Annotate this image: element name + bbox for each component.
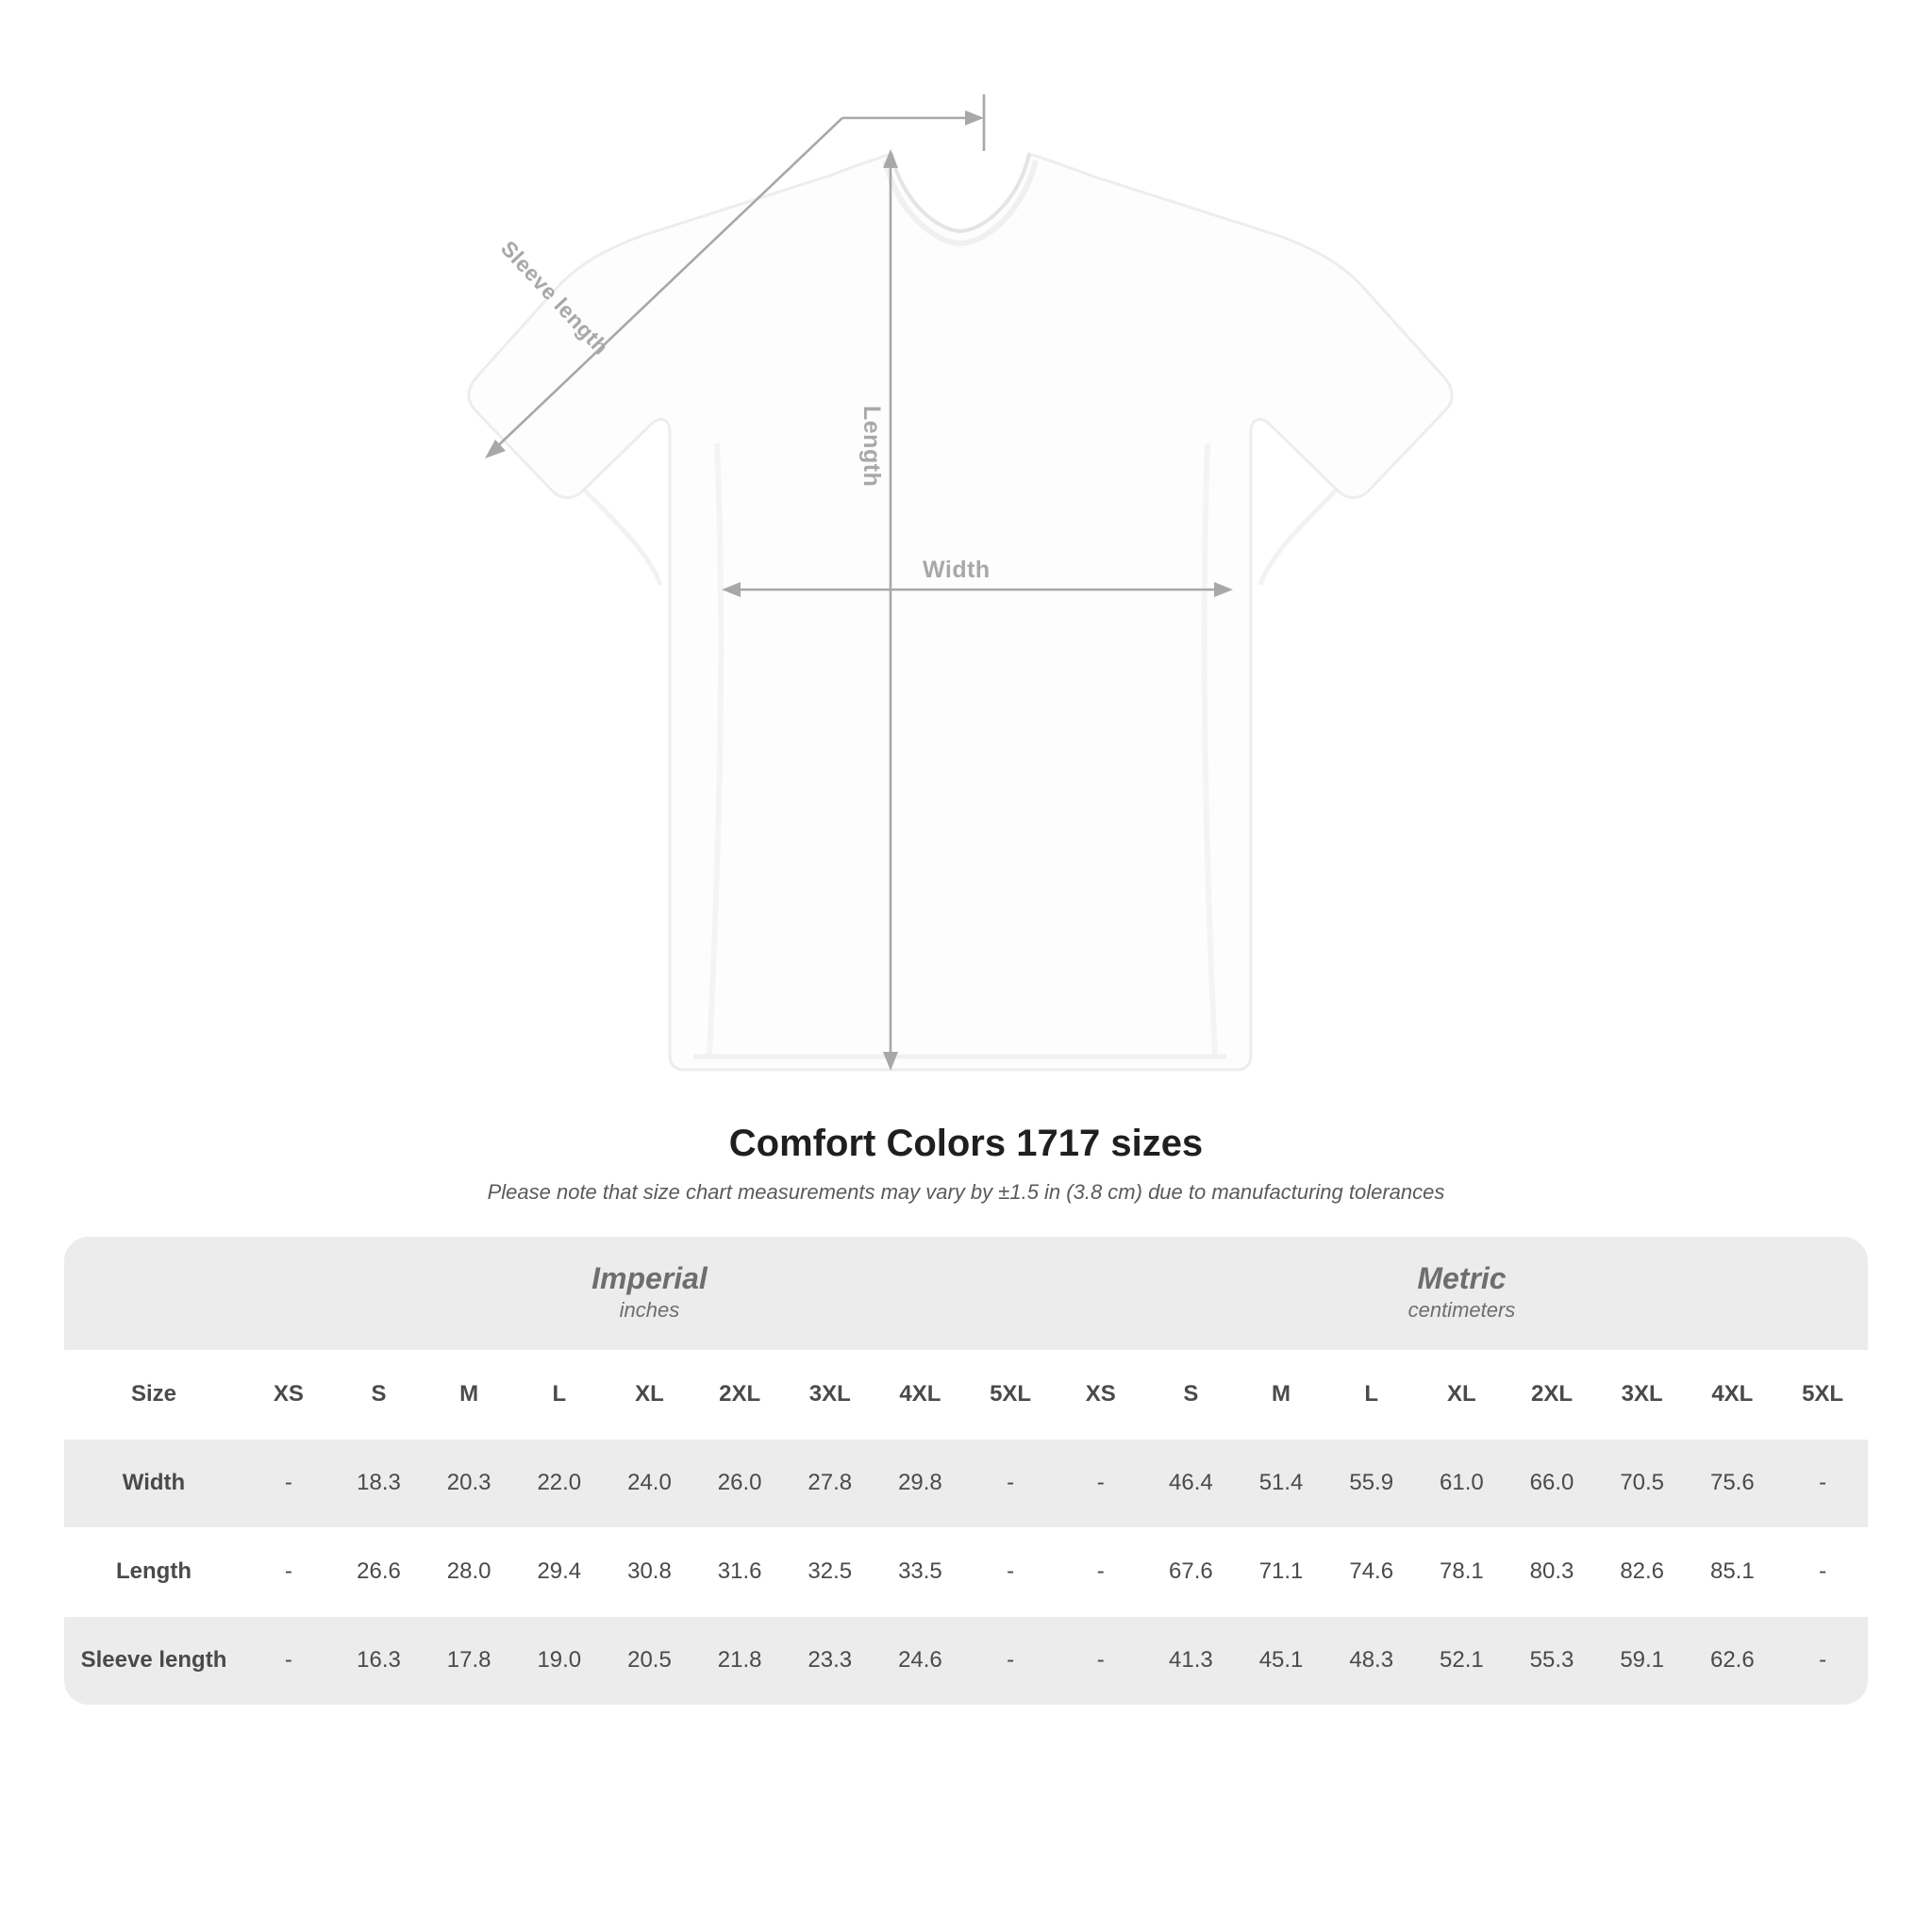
cell-length-imperial-l: 29.4 (514, 1527, 605, 1616)
unit-row-corner (64, 1237, 243, 1350)
table-row (64, 1439, 1868, 1527)
size-header-metric-m: M (1236, 1350, 1326, 1439)
size-label-cell: Size (64, 1350, 243, 1439)
cell-width-metric-2xl: 66.0 (1507, 1439, 1597, 1527)
unit-name: Imperial (591, 1261, 708, 1296)
size-header-metric-5xl: 5XL (1777, 1350, 1868, 1439)
cell-length-metric-5xl: - (1777, 1527, 1868, 1616)
cell-length-imperial-m: 28.0 (424, 1527, 514, 1616)
cell-sleeve-length-metric-xl: 52.1 (1417, 1616, 1507, 1705)
cell-sleeve-length-imperial-5xl: - (965, 1616, 1056, 1705)
size-header-row (64, 1350, 1868, 1439)
cell-length-imperial-4xl: 33.5 (875, 1527, 966, 1616)
cell-length-metric-2xl: 80.3 (1507, 1527, 1597, 1616)
cell-length-metric-4xl: 85.1 (1688, 1527, 1778, 1616)
cell-sleeve-length-imperial-xl: 20.5 (605, 1616, 695, 1705)
cell-width-imperial-xs: - (243, 1439, 334, 1527)
size-header-imperial-l: L (514, 1350, 605, 1439)
cell-sleeve-length-metric-s: 41.3 (1146, 1616, 1237, 1705)
cell-length-metric-3xl: 82.6 (1597, 1527, 1688, 1616)
size-header-metric-l: L (1326, 1350, 1417, 1439)
cell-width-imperial-l: 22.0 (514, 1439, 605, 1527)
size-header-imperial-s: S (334, 1350, 425, 1439)
row-label-sleeve-length: Sleeve length (64, 1616, 243, 1705)
title-block (0, 1123, 1932, 1205)
cell-width-imperial-s: 18.3 (334, 1439, 425, 1527)
size-header-imperial-xl: XL (605, 1350, 695, 1439)
size-header-metric-3xl: 3XL (1597, 1350, 1688, 1439)
size-header-imperial-2xl: 2XL (694, 1350, 785, 1439)
label-length: Length (858, 406, 885, 488)
cell-length-metric-s: 67.6 (1146, 1527, 1237, 1616)
cell-width-imperial-3xl: 27.8 (785, 1439, 875, 1527)
cell-sleeve-length-metric-2xl: 55.3 (1507, 1616, 1597, 1705)
cell-sleeve-length-metric-m: 45.1 (1236, 1616, 1326, 1705)
size-header-imperial-5xl: 5XL (965, 1350, 1056, 1439)
cell-width-metric-m: 51.4 (1236, 1439, 1326, 1527)
tshirt-shape (469, 154, 1452, 1070)
cell-width-imperial-m: 20.3 (424, 1439, 514, 1527)
cell-width-metric-4xl: 75.6 (1688, 1439, 1778, 1527)
size-header-metric-s: S (1146, 1350, 1237, 1439)
cell-sleeve-length-metric-l: 48.3 (1326, 1616, 1417, 1705)
cell-width-metric-3xl: 70.5 (1597, 1439, 1688, 1527)
size-header-imperial-4xl: 4XL (875, 1350, 966, 1439)
cell-sleeve-length-imperial-s: 16.3 (334, 1616, 425, 1705)
cell-sleeve-length-imperial-4xl: 24.6 (875, 1616, 966, 1705)
cell-width-metric-5xl: - (1777, 1439, 1868, 1527)
tolerance-note: Please note that size chart measurements may vary by ±1.5 in (3.8 cm) due to manufacturing tolerances (487, 1180, 1445, 1204)
unit-header-row (64, 1237, 1868, 1350)
row-label-width: Width (64, 1439, 243, 1527)
unit-subtitle: inches (619, 1298, 680, 1322)
size-table-wrapper (64, 1237, 1868, 1705)
cell-sleeve-length-imperial-xs: - (243, 1616, 334, 1705)
cell-sleeve-length-imperial-2xl: 21.8 (694, 1616, 785, 1705)
cell-sleeve-length-metric-5xl: - (1777, 1616, 1868, 1705)
cell-length-metric-xl: 78.1 (1417, 1527, 1507, 1616)
cell-sleeve-length-imperial-l: 19.0 (514, 1616, 605, 1705)
size-header-metric-xs: XS (1056, 1350, 1146, 1439)
size-header-imperial-xs: XS (243, 1350, 334, 1439)
page-title: Comfort Colors 1717 sizes (728, 1123, 1204, 1164)
cell-sleeve-length-metric-xs: - (1056, 1616, 1146, 1705)
cell-length-imperial-xs: - (243, 1527, 334, 1616)
unit-name: Metric (1417, 1261, 1507, 1296)
size-header-metric-xl: XL (1417, 1350, 1507, 1439)
label-width: Width (923, 557, 991, 583)
cell-length-metric-xs: - (1056, 1527, 1146, 1616)
size-header-imperial-3xl: 3XL (785, 1350, 875, 1439)
cell-sleeve-length-imperial-3xl: 23.3 (785, 1616, 875, 1705)
cell-length-imperial-2xl: 31.6 (694, 1527, 785, 1616)
table-row (64, 1527, 1868, 1616)
cell-length-imperial-5xl: - (965, 1527, 1056, 1616)
size-header-metric-2xl: 2XL (1507, 1350, 1597, 1439)
size-header-metric-4xl: 4XL (1688, 1350, 1778, 1439)
cell-width-metric-s: 46.4 (1146, 1439, 1237, 1527)
cell-length-imperial-xl: 30.8 (605, 1527, 695, 1616)
unit-subtitle: centimeters (1407, 1298, 1516, 1322)
cell-width-metric-l: 55.9 (1326, 1439, 1417, 1527)
cell-width-imperial-2xl: 26.0 (694, 1439, 785, 1527)
size-header-imperial-m: M (424, 1350, 514, 1439)
cell-sleeve-length-metric-4xl: 62.6 (1688, 1616, 1778, 1705)
cell-width-metric-xl: 61.0 (1417, 1439, 1507, 1527)
cell-width-imperial-xl: 24.0 (605, 1439, 695, 1527)
row-label-length: Length (64, 1527, 243, 1616)
unit-header-metric (1056, 1237, 1868, 1350)
cell-length-metric-m: 71.1 (1236, 1527, 1326, 1616)
cell-width-imperial-4xl: 29.8 (875, 1439, 966, 1527)
cell-sleeve-length-metric-3xl: 59.1 (1597, 1616, 1688, 1705)
table-row (64, 1616, 1868, 1705)
cell-length-metric-l: 74.6 (1326, 1527, 1417, 1616)
cell-width-imperial-5xl: - (965, 1439, 1056, 1527)
cell-length-imperial-s: 26.6 (334, 1527, 425, 1616)
cell-length-imperial-3xl: 32.5 (785, 1527, 875, 1616)
cell-sleeve-length-imperial-m: 17.8 (424, 1616, 514, 1705)
size-table (64, 1237, 1868, 1705)
unit-header-imperial (243, 1237, 1056, 1350)
label-sleeve-length: Sleeve length (495, 236, 614, 359)
cell-width-metric-xs: - (1056, 1439, 1146, 1527)
